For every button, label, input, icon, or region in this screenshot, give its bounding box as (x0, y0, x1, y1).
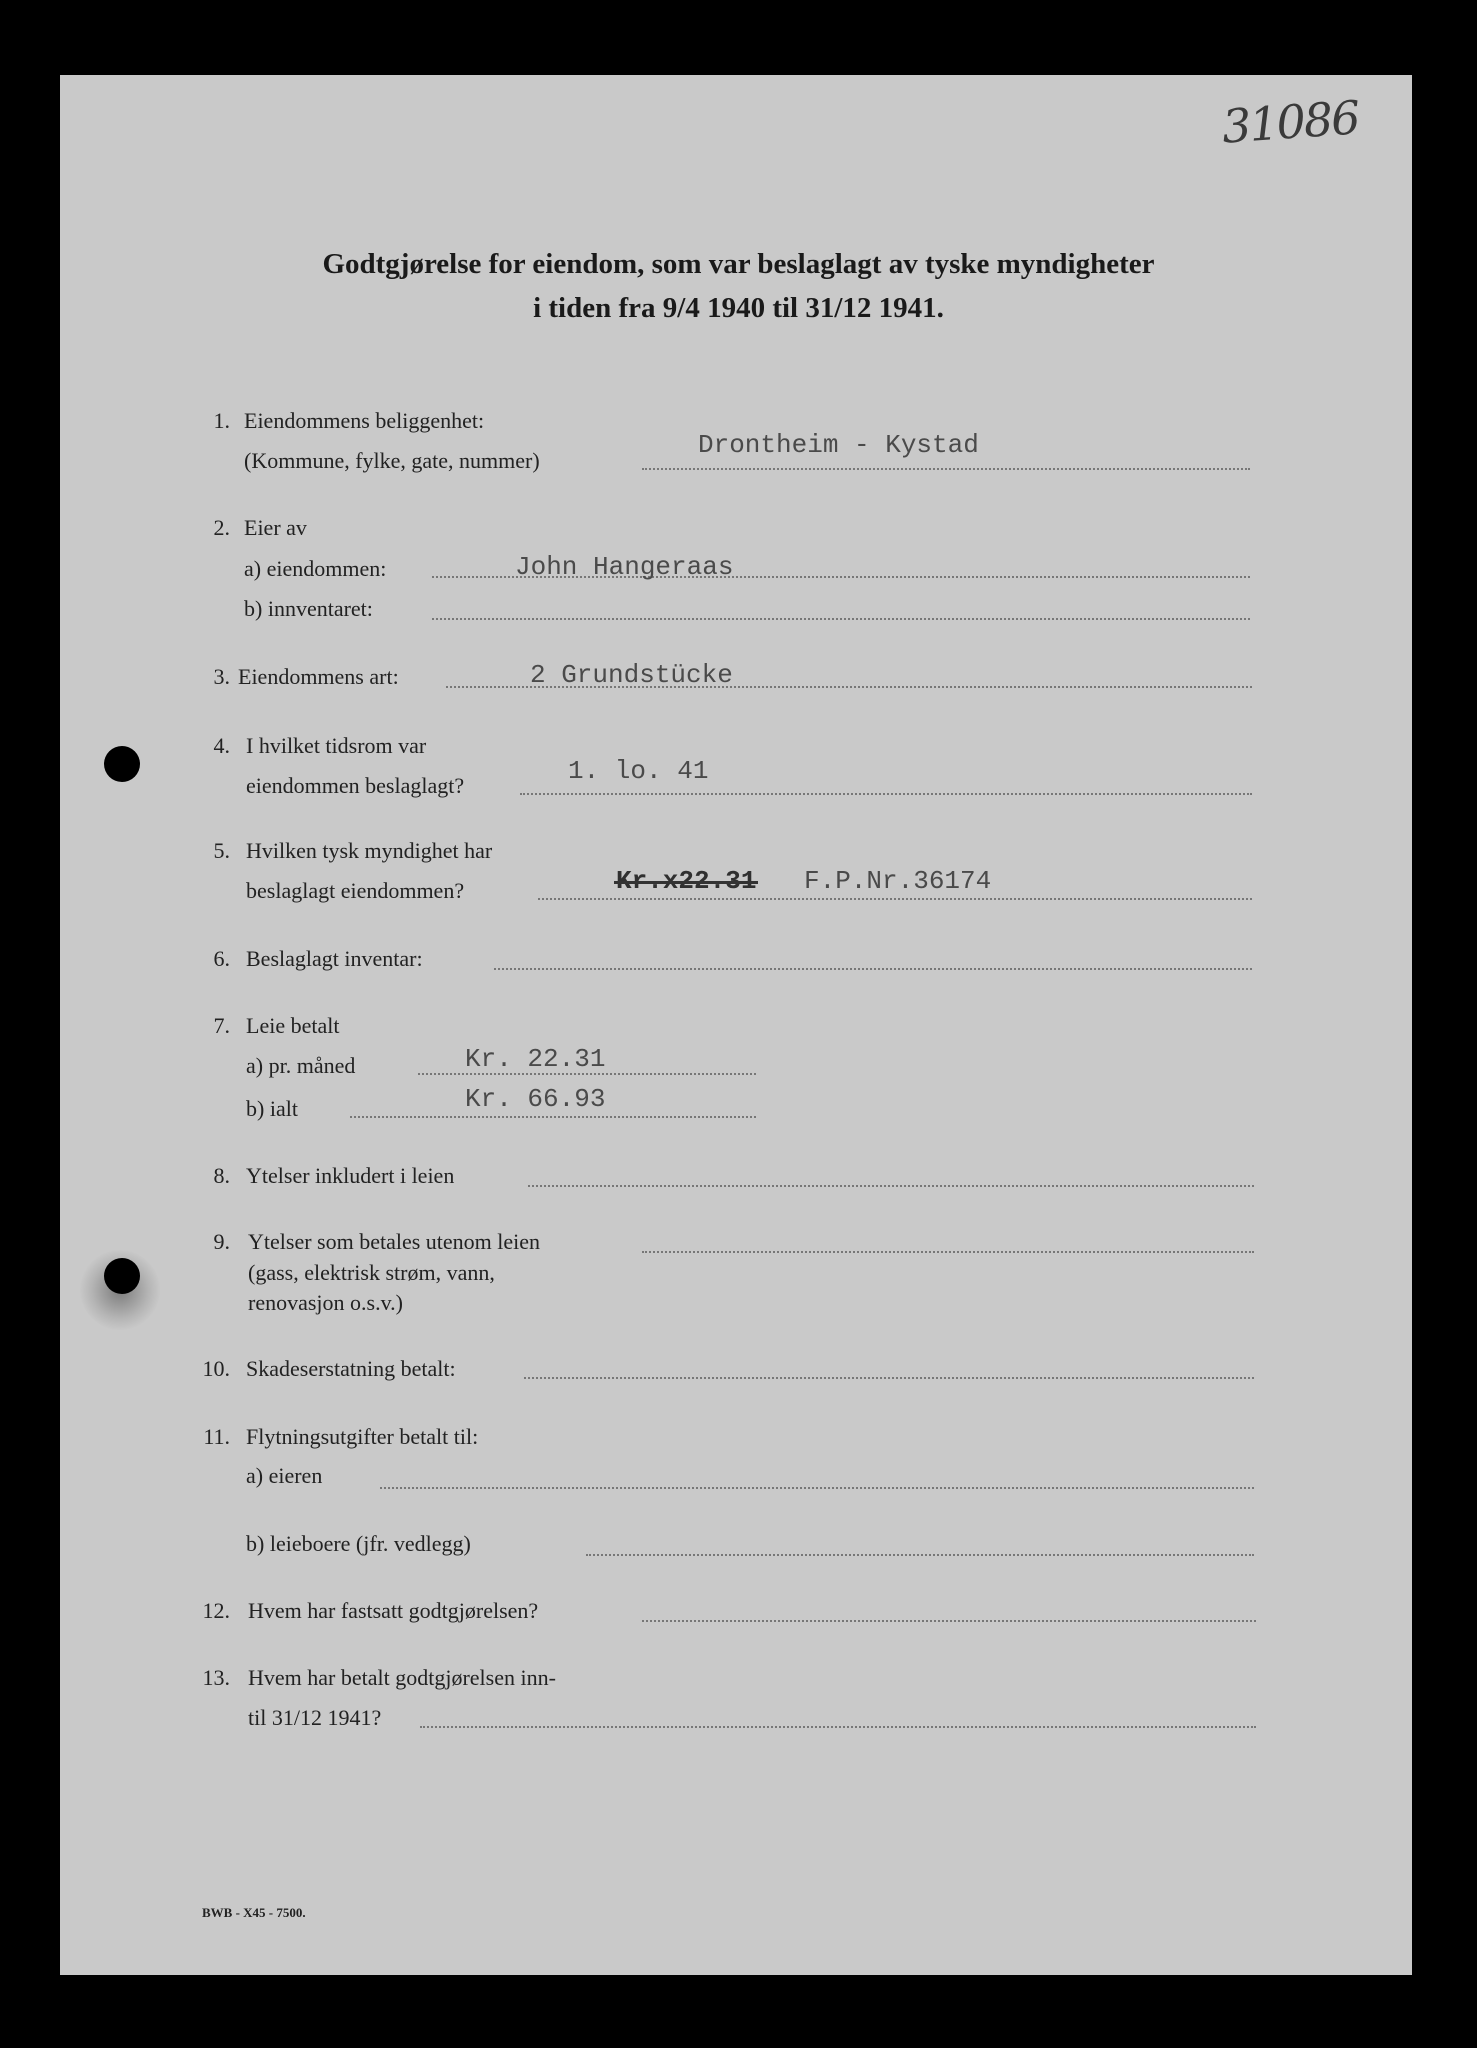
item-5-struck-value: Kr.x22.31 (616, 866, 757, 896)
item-1-label: Eiendommens beliggenhet: (244, 408, 485, 433)
item-4-number: 4. (213, 733, 230, 758)
item-9-number: 9. (213, 1229, 230, 1254)
item-7-number: 7. (213, 1013, 230, 1038)
item-13-number: 13. (202, 1665, 230, 1690)
item-10-number: 10. (202, 1356, 230, 1381)
item-4-field-line (520, 793, 1252, 795)
item-7b-label: b) ialt (246, 1096, 298, 1121)
item-5-sublabel: beslaglagt eiendommen? (246, 878, 465, 903)
item-2-number: 2. (213, 515, 230, 540)
item-5-field-line (538, 898, 1252, 900)
item-10-field-line (524, 1377, 1254, 1379)
item-6-field-line (494, 968, 1252, 970)
item-3-value[interactable]: 2 Grundstücke (530, 660, 733, 690)
item-8-label: Ytelser inkludert i leien (246, 1163, 455, 1188)
item-9-sublabel-2: renovasjon o.s.v.) (248, 1290, 403, 1315)
item-7-label: Leie betalt (246, 1013, 340, 1038)
item-12-label: Hvem har fastsatt godtgjørelsen? (248, 1598, 539, 1623)
item-2a-label: a) eiendommen: (244, 556, 387, 581)
form-title-line-2: i tiden fra 9/4 1940 til 31/12 1941. (533, 292, 944, 324)
item-11b-label: b) leieboere (jfr. vedlegg) (246, 1531, 471, 1556)
item-5-value[interactable]: F.P.Nr.36174 (804, 866, 992, 896)
item-12-number: 12. (202, 1598, 230, 1623)
item-9-label: Ytelser som betales utenom leien (248, 1229, 541, 1254)
item-11-label: Flytningsutgifter betalt til: (246, 1424, 479, 1449)
item-2a-value[interactable]: John Hangeraas (515, 552, 734, 582)
item-1-field-line (642, 468, 1250, 470)
item-4-label: I hvilket tidsrom var (246, 733, 427, 758)
item-7a-value[interactable]: Kr. 22.31 (465, 1044, 606, 1074)
item-1-sublabel: (Kommune, fylke, gate, nummer) (244, 448, 540, 473)
item-2-label: Eier av (244, 515, 307, 540)
item-6-number: 6. (213, 946, 230, 971)
item-13-field-line (420, 1726, 1256, 1728)
item-3-label: Eiendommens art: (238, 664, 399, 689)
item-8-field-line (528, 1185, 1254, 1187)
punch-hole (104, 746, 140, 782)
item-8-number: 8. (213, 1163, 230, 1188)
item-7a-label: a) pr. måned (246, 1053, 356, 1078)
item-4-value[interactable]: 1. lo. 41 (568, 756, 709, 786)
item-13-sublabel: til 31/12 1941? (248, 1705, 382, 1730)
item-5-label: Hvilken tysk myndighet har (246, 838, 493, 863)
item-10-label: Skadeserstatning betalt: (246, 1356, 456, 1381)
item-9-sublabel-1: (gass, elektrisk strøm, vann, (248, 1260, 495, 1285)
item-9-field-line (642, 1251, 1254, 1253)
item-2b-label: b) innventaret: (244, 596, 373, 621)
punch-hole (104, 1258, 140, 1294)
item-2b-field-line (432, 618, 1250, 620)
item-3-number: 3. (213, 664, 230, 689)
item-12-field-line (642, 1620, 1256, 1622)
item-11a-label: a) eieren (246, 1463, 323, 1488)
item-5-number: 5. (213, 838, 230, 863)
item-7b-value[interactable]: Kr. 66.93 (465, 1084, 606, 1114)
item-6-label: Beslaglagt inventar: (246, 946, 423, 971)
print-code-footer: BWB - X45 - 7500. (202, 1905, 306, 1920)
item-11b-field-line (586, 1554, 1254, 1556)
item-13-label: Hvem har betalt godtgjørelsen inn- (248, 1665, 556, 1690)
archive-number: 31086 (1220, 90, 1361, 154)
item-7b-field-line (350, 1116, 756, 1118)
item-1-value[interactable]: Drontheim - Kystad (698, 430, 979, 460)
item-11a-field-line (380, 1487, 1254, 1489)
item-4-sublabel: eiendommen beslaglagt? (246, 773, 465, 798)
item-11-number: 11. (203, 1424, 230, 1449)
form-title-line-1: Godtgjørelse for eiendom, som var beslaglagt av tyske myndigheter (322, 248, 1155, 280)
item-1-number: 1. (213, 408, 230, 433)
